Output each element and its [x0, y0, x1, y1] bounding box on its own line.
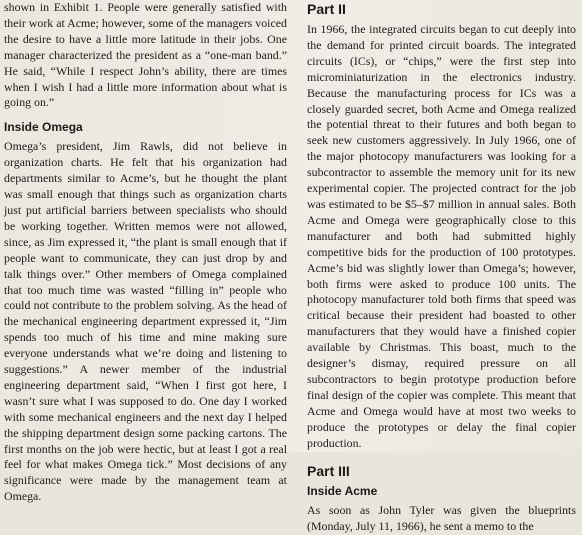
- part-2-heading: Part II: [307, 1, 346, 17]
- inside-omega-paragraph: Omega’s president, Jim Rawls, did not believe in organization charts. He felt that his organization had departments similar to Acme’s, but he thought the plant was small enough that things such as organization charts just put artificial barriers between specialists who should be working together. Written memos were not allowed, since, as Jim expressed it, “the plant is small enough that if people want to communicate, they can just drop by and talk things over.” Other members of Omega complained that too much time was wasted “filling in” people who could not contribute to the problem solving. As the head of the mechanical engineering department expressed it, “Jim spends too much of his time and mine making sure everyone understands what we’re doing and listening to suggestions.” A newer member of the industrial engineering department said, “When I first got here, I wasn’t sure what I was supposed to do. One day I worked with some mechanical engineers and the next day I helped the shipping department design some packing cartons. The first months on the job were hectic, but at least I got a real feel for what makes Omega tick.” Most decisions of any significance were made by the management team at Omega.: [4, 139, 287, 504]
- inside-acme-paragraph: As soon as John Tyler was given the blueprints (Monday, July 11, 1966), he sent a memo to the: [307, 503, 576, 534]
- inside-acme-heading: Inside Acme: [307, 484, 378, 499]
- intro-paragraph: shown in Exhibit 1. People were generally satisfied with their work at Acme; however, some of the managers voiced the desire to have a little more latitude in their jobs. One manager characterized the president as a “one-man band.” He said, “While I respect John’s ability, there are times when I wish I had a little more information about what is going on.”: [4, 0, 287, 110]
- part-3-heading: Part III: [307, 463, 350, 480]
- right-column: [307, 0, 576, 535]
- inside-omega-heading: Inside Omega: [4, 120, 83, 135]
- part-2-paragraph: In 1966, the integrated circuits began to cut deeply into the demand for printed circuit boards. The integrated circuits (ICs), or “chips,” were the first step into microminiaturization in the electronics industry. Because the manufacturing process for ICs was a closely guarded secret, both Acme and Omega realized the potential threat to their futures and both began to seek new customers aggressively. In July 1966, one of the major photocopy manufacturers was looking for a subcontractor to assemble the memory unit for its new experimental copier. The projected contract for the job was estimated to be $5–$7 million in annual sales. Both Acme and Omega were geographically close to this manufacturer and both had submitted highly competitive bids for the production of 100 prototypes. Acme’s bid was slightly lower than Omega’s; however, both firms were asked to produce 100 units. The photocopy manufacturer told both firms that speed was critical because their president had boasted to other manufacturers that they would have a finished copier available by Christmas. This boast, much to the designer’s dismay, required pressure on all subcontractors to begin prototype production before final design of the copier was complete. This meant that Acme and Omega would have at most two weeks to produce the prototypes or delay the final copier production.: [307, 22, 576, 450]
- left-column: [4, 0, 287, 505]
